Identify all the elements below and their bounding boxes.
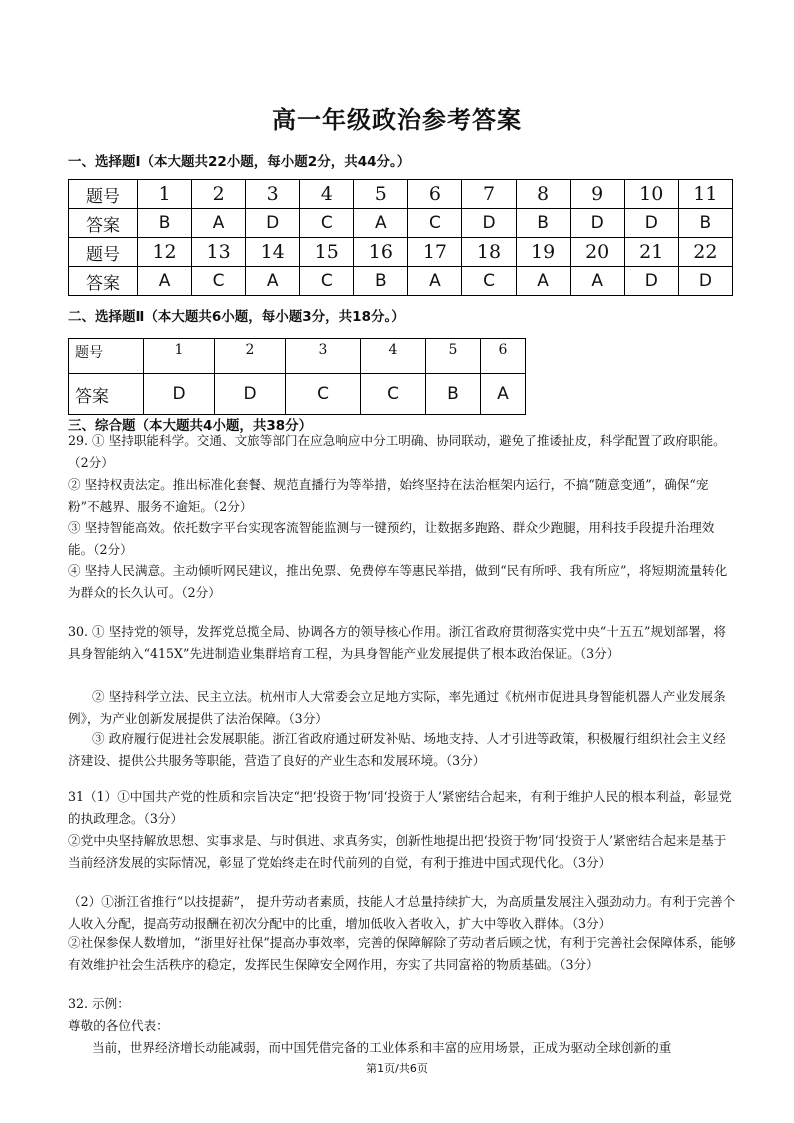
table-cell: 1 xyxy=(138,180,192,209)
answer-cell: C xyxy=(192,267,246,296)
answer-cell: C xyxy=(300,267,354,296)
answer-cell: C xyxy=(408,209,462,238)
table-cell: 8 xyxy=(516,180,570,209)
table-header-cell: 答案 xyxy=(69,267,138,296)
answer-cell: C xyxy=(286,374,361,415)
answer-paragraph: 当前，世界经济增长动能减弱，而中国凭借完备的工业体系和丰富的应用场景，正成为驱动全球创新的重 xyxy=(92,1040,672,1055)
table-cell: 10 xyxy=(624,180,678,209)
section2-heading: 二、选择题Ⅱ（本大题共6小题，每小题3分，共18分。） xyxy=(68,309,405,325)
section1-heading: 一、选择题Ⅰ（本大题共22小题，每小题2分，共44分。） xyxy=(68,154,411,170)
table-cell: 5 xyxy=(426,339,481,374)
answer-cell: A xyxy=(516,267,570,296)
answer-paragraph: 31（1）①中国共产党的性质和宗旨决定“把‘投资于物’同‘投资于人’紧密结合起来，有利于维护人民的根本利益，彰显党的执政理念。（3分） xyxy=(68,789,732,826)
answer-paragraph: ③ 坚持智能高效。依托数字平台实现客流智能监测与一键预约，让数据多跑路、群众少跑腿，用科技手段提升治理效能。（2分） xyxy=(68,520,715,557)
table-cell: 14 xyxy=(246,238,300,267)
answer-cell: B xyxy=(426,374,481,415)
answer-cell: D xyxy=(462,209,516,238)
table-cell: 4 xyxy=(361,339,426,374)
answer-paragraph: ②社保参保人数增加，“浙里好社保”提高办事效率，完善的保障解除了劳动者后顾之忧，有利于完善社会保障体系，能够有效维护社会生活秩序的稳定，发挥民生保障安全网作用，夯实了共同富裕的物质基础。（3分） xyxy=(68,935,736,972)
answer-paragraph: 32. 示例： xyxy=(68,996,130,1011)
answer-cell: A xyxy=(408,267,462,296)
answer-paragraph: ② 坚持科学立法、民主立法。杭州市人大常委会立足地方实际，率先通过《杭州市促进具身智能机器人产业发展条例》，为产业创新发展提供了法治保障。（3分） xyxy=(68,689,726,726)
table-cell: 21 xyxy=(624,238,678,267)
answer-cell: B xyxy=(138,209,192,238)
table-cell: 6 xyxy=(481,339,526,374)
table-cell: 15 xyxy=(300,238,354,267)
table-cell: 13 xyxy=(192,238,246,267)
answer-cell: D xyxy=(215,374,286,415)
section3-heading: 三、综合题（本大题共4小题，共38分） xyxy=(68,418,313,434)
table-row xyxy=(69,339,526,374)
answer-cell: A xyxy=(354,209,408,238)
table-cell: 16 xyxy=(354,238,408,267)
answer-paragraph: （2）①浙江省推行“以技提薪”， 提升劳动者素质，技能人才总量持续扩大，为高质量发展注入强劲动力。有利于完善个人收入分配，提高劳动报酬在初次分配中的比重，增加低收入者收入，扩大中等收入群体。（3分） xyxy=(68,894,736,931)
answer-table-2 xyxy=(68,338,526,415)
table-cell: 12 xyxy=(138,238,192,267)
answer-cell: A xyxy=(570,267,624,296)
table-row xyxy=(69,238,733,267)
table-header-cell: 题号 xyxy=(69,238,138,267)
table-cell: 6 xyxy=(408,180,462,209)
table-cell: 20 xyxy=(570,238,624,267)
answer-paragraph: 29. ① 坚持职能科学。交通、文旅等部门在应急响应中分工明确、协同联动，避免了推诿扯皮，科学配置了政府职能。（2分） xyxy=(68,433,726,470)
answer-paragraph: ④ 坚持人民满意。主动倾听网民建议，推出免票、免费停车等惠民举措，做到“民有所呼、我有所应”，将短期流量转化为群众的长久认可。（2分） xyxy=(68,563,728,600)
table-cell: 5 xyxy=(354,180,408,209)
table-cell: 3 xyxy=(286,339,361,374)
answer-cell: D xyxy=(570,209,624,238)
table-cell: 17 xyxy=(408,238,462,267)
table-row xyxy=(69,374,526,415)
answer-cell: B xyxy=(678,209,732,238)
table-header-cell: 题号 xyxy=(69,339,144,374)
table-row xyxy=(69,267,733,296)
answer-cell: D xyxy=(678,267,732,296)
table-cell: 4 xyxy=(300,180,354,209)
table-cell: 1 xyxy=(144,339,215,374)
table-cell: 19 xyxy=(516,238,570,267)
answer-cell: B xyxy=(516,209,570,238)
answer-paragraph: ③ 政府履行促进社会发展职能。浙江省政府通过研发补贴、场地支持、人才引进等政策，积极履行组织社会主义经济建设、提供公共服务等职能，营造了良好的产业生态和发展环境。（3分） xyxy=(68,731,726,768)
answer-table-1 xyxy=(68,179,733,296)
answer-cell: A xyxy=(246,267,300,296)
answer-cell: D xyxy=(246,209,300,238)
table-cell: 18 xyxy=(462,238,516,267)
answer-cell: A xyxy=(192,209,246,238)
table-header-cell: 题号 xyxy=(69,180,138,209)
table-cell: 7 xyxy=(462,180,516,209)
table-row xyxy=(69,209,733,238)
table-header-cell: 答案 xyxy=(69,209,138,238)
table-row xyxy=(69,180,733,209)
page-title: 高一年级政治参考答案 xyxy=(272,106,522,134)
answer-cell: C xyxy=(462,267,516,296)
table-cell: 2 xyxy=(215,339,286,374)
answer-cell: C xyxy=(300,209,354,238)
answer-cell: B xyxy=(354,267,408,296)
page-footer: 第1页/共6页 xyxy=(366,1062,428,1075)
answer-cell: A xyxy=(481,374,526,415)
answer-paragraph: ②党中央坚持解放思想、实事求是、与时俱进、求真务实，创新性地提出把‘投资于物’同‘投资于人’紧密结合起来是基于当前经济发展的实际情况，彰显了党始终走在时代前列的自觉，有利于推进中国式现代化。（3分） xyxy=(68,833,727,870)
answer-paragraph: ② 坚持权责法定。推出标准化套餐、规范直播行为等举措，始终坚持在法治框架内运行，不搞“随意变通”，确保“宠粉”不越界、服务不逾矩。（2分） xyxy=(68,477,709,514)
table-cell: 3 xyxy=(246,180,300,209)
answer-cell: D xyxy=(624,209,678,238)
table-cell: 2 xyxy=(192,180,246,209)
answer-cell: C xyxy=(361,374,426,415)
answer-cell: A xyxy=(138,267,192,296)
answer-paragraph: 尊敬的各位代表： xyxy=(68,1018,169,1033)
table-cell: 11 xyxy=(678,180,732,209)
answer-cell: D xyxy=(144,374,215,415)
answer-paragraph: 30. ① 坚持党的领导，发挥党总揽全局、协调各方的领导核心作用。浙江省政府贯彻落实党中央“十五五”规划部署，将具身智能纳入“415X”先进制造业集群培育工程，为具身智能产业发展提供了根本政治保证。（3分） xyxy=(68,624,727,661)
table-cell: 9 xyxy=(570,180,624,209)
table-cell: 22 xyxy=(678,238,732,267)
answer-cell: D xyxy=(624,267,678,296)
table-header-cell: 答案 xyxy=(69,374,144,415)
